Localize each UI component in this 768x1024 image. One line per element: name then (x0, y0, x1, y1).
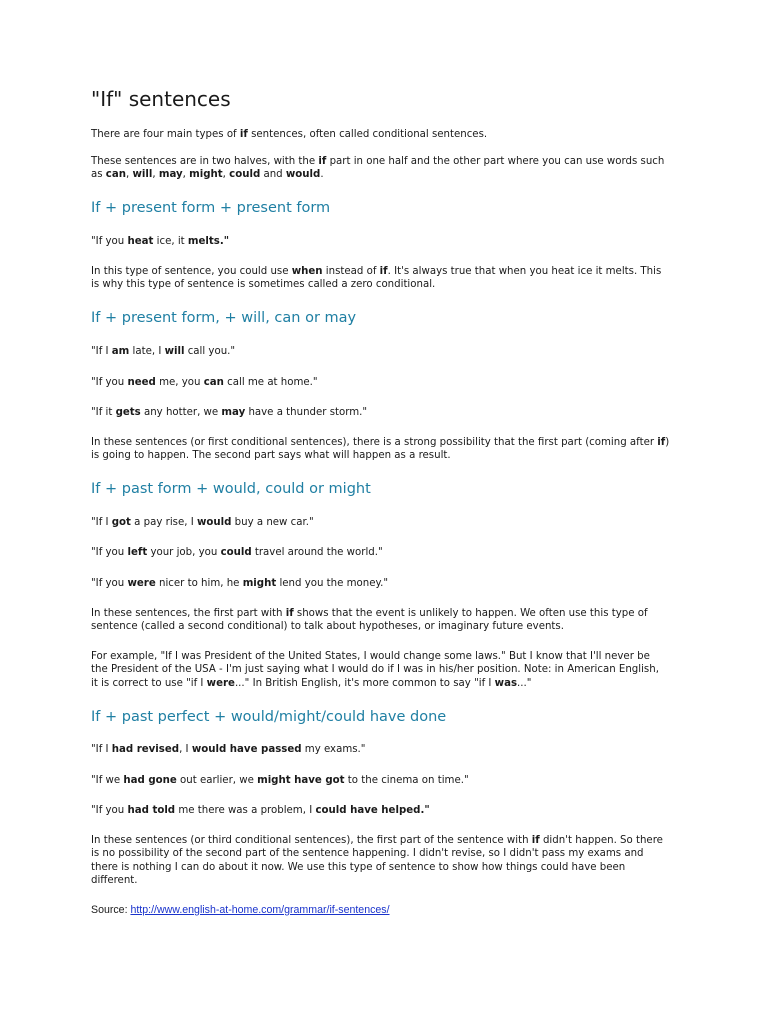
intro-paragraph (91, 128, 681, 142)
emphasis-text: if (318, 156, 327, 167)
section-heading-zero-conditional: If + present form + present form (91, 200, 331, 216)
emphasis-text: could have helped." (315, 805, 430, 816)
explanation-line (91, 861, 681, 875)
body-text: "If you (91, 578, 128, 589)
emphasis-text: when (291, 266, 323, 277)
body-text: it is correct to use "if I (91, 678, 207, 689)
example-sentence (91, 376, 681, 390)
intro-paragraph-line (91, 168, 681, 182)
emphasis-text: might (242, 578, 277, 589)
body-text: , I (179, 744, 192, 755)
body-text: out earlier, we (176, 775, 258, 786)
example-sentence (91, 804, 681, 818)
emphasis-text: if (657, 437, 666, 448)
body-text: call you." (184, 346, 236, 357)
section-heading-third-conditional: If + past perfect + would/might/could have done (91, 709, 447, 725)
body-text: didn't happen. So there (539, 835, 663, 846)
body-text: me there was a problem, I (175, 805, 316, 816)
body-text: "If I (91, 744, 112, 755)
example-sentence (91, 577, 681, 591)
emphasis-text: got (111, 517, 131, 528)
body-text: travel around the world." (251, 547, 383, 558)
explanation-line (91, 436, 681, 450)
emphasis-text: can (105, 169, 126, 180)
emphasis-text: had gone (123, 775, 177, 786)
emphasis-text: melts." (187, 236, 230, 247)
body-text: ..." In British English, it's more common to say "if I (234, 678, 495, 689)
explanation-line (91, 607, 681, 621)
body-text: "If I (91, 517, 112, 528)
body-text: . It's always true that when you heat ice it melts. This (387, 266, 662, 277)
emphasis-text: could (220, 547, 252, 558)
emphasis-text: if (379, 266, 388, 277)
body-text: is why this type of sentence is sometimes called a zero conditional. (91, 279, 436, 290)
section-heading-second-conditional: If + past form + would, could or might (91, 481, 371, 497)
body-text: buy a new car." (231, 517, 314, 528)
body-text: different. (91, 875, 138, 886)
body-text: , (182, 169, 190, 180)
body-text: "If you (91, 547, 128, 558)
body-text: "If you (91, 805, 128, 816)
explanation-line (91, 620, 681, 634)
body-text: is going to happen. The second part says what will happen as a result. (91, 450, 451, 461)
example-sentence (91, 774, 681, 788)
example-sentence (91, 546, 681, 560)
body-text: There are four main types of (91, 129, 240, 140)
example-paragraph-line (91, 663, 681, 677)
intro-paragraph-line (91, 155, 681, 169)
body-text: ..." (517, 678, 532, 689)
source-label: Source: (91, 904, 131, 916)
body-text: In these sentences (or first conditional sentences), there is a strong possibility that the first part (coming after (91, 437, 658, 448)
source-line (91, 904, 681, 918)
emphasis-text: had revised (111, 744, 180, 755)
body-text: a pay rise, I (130, 517, 197, 528)
page-title: "If" sentences (91, 87, 231, 111)
emphasis-text: might have got (257, 775, 345, 786)
explanation-line (91, 265, 681, 279)
body-text: In this type of sentence, you could use (91, 266, 292, 277)
body-text: and (260, 169, 286, 180)
body-text: me, you (155, 377, 204, 388)
explanation-line (91, 834, 681, 848)
emphasis-text: will (164, 346, 185, 357)
body-text: part in one half and the other part where you can use words such (326, 156, 665, 167)
body-text: . (320, 169, 324, 180)
source-link[interactable]: http://www.english-at-home.com/grammar/if-sentences/ (130, 904, 390, 916)
body-text: sentence (called a second conditional) to talk about hypotheses, or imaginary future events. (91, 621, 564, 632)
emphasis-text: gets (115, 407, 141, 418)
body-text: sentences, often called conditional sentences. (247, 129, 488, 140)
body-text: "If we (91, 775, 124, 786)
emphasis-text: am (111, 346, 130, 357)
emphasis-text: would (196, 517, 232, 528)
body-text: These sentences are in two halves, with the (91, 156, 319, 167)
emphasis-text: were (206, 678, 235, 689)
body-text: to the cinema on time." (344, 775, 469, 786)
emphasis-text: need (127, 377, 156, 388)
explanation-line (91, 874, 681, 888)
emphasis-text: will (132, 169, 153, 180)
emphasis-text: if (285, 608, 294, 619)
emphasis-text: were (127, 578, 156, 589)
body-text: call me at home." (223, 377, 318, 388)
example-sentence (91, 406, 681, 420)
body-text: have a thunder storm." (245, 407, 368, 418)
example-paragraph-line (91, 677, 681, 691)
emphasis-text: may (158, 169, 183, 180)
explanation-line (91, 847, 681, 861)
body-text: there is nothing I can do about it now. We use this type of sentence to show how things could have been (91, 862, 626, 873)
emphasis-text: left (127, 547, 148, 558)
body-text: , (222, 169, 230, 180)
example-sentence (91, 235, 681, 249)
body-text: ) (665, 437, 670, 448)
body-text: lend you the money." (276, 578, 389, 589)
body-text: In these sentences, the first part with (91, 608, 286, 619)
body-text: the President of the USA - I'm just saying what I would do if I was in his/her position. Note: in American English, (91, 664, 659, 675)
body-text: For example, "If I was President of the United States, I would change some laws." But I know that I'll never be (91, 651, 650, 662)
body-text: , (125, 169, 133, 180)
body-text: is no possibility of the second part of the sentence happening. I didn't revise, so I didn't pass my exams and (91, 848, 644, 859)
section-heading-first-conditional: If + present form, + will, can or may (91, 310, 357, 326)
body-text: instead of (322, 266, 380, 277)
emphasis-text: can (203, 377, 224, 388)
body-text: "If you (91, 377, 128, 388)
emphasis-text: could (229, 169, 261, 180)
body-text: In these sentences (or third conditional sentences), the first part of the sentence with (91, 835, 532, 846)
body-text: my exams." (301, 744, 366, 755)
body-text: late, I (129, 346, 165, 357)
emphasis-text: might (189, 169, 223, 180)
example-sentence (91, 516, 681, 530)
emphasis-text: had told (127, 805, 176, 816)
body-text: , (152, 169, 159, 180)
example-paragraph-line (91, 650, 681, 664)
example-sentence (91, 743, 681, 757)
explanation-line (91, 278, 681, 292)
body-text: "If I (91, 346, 112, 357)
emphasis-text: if (531, 835, 540, 846)
emphasis-text: heat (127, 236, 154, 247)
example-sentence (91, 345, 681, 359)
body-text: "If you (91, 236, 128, 247)
body-text: your job, you (147, 547, 221, 558)
explanation-line (91, 449, 681, 463)
body-text: ice, it (153, 236, 188, 247)
body-text: nicer to him, he (155, 578, 243, 589)
emphasis-text: may (221, 407, 246, 418)
emphasis-text: if (239, 129, 248, 140)
body-text: shows that the event is unlikely to happen. We often use this type of (293, 608, 648, 619)
body-text: any hotter, we (140, 407, 222, 418)
body-text: "If it (91, 407, 116, 418)
emphasis-text: would (285, 169, 321, 180)
emphasis-text: was (494, 678, 518, 689)
emphasis-text: would have passed (191, 744, 302, 755)
body-text: as (91, 169, 106, 180)
